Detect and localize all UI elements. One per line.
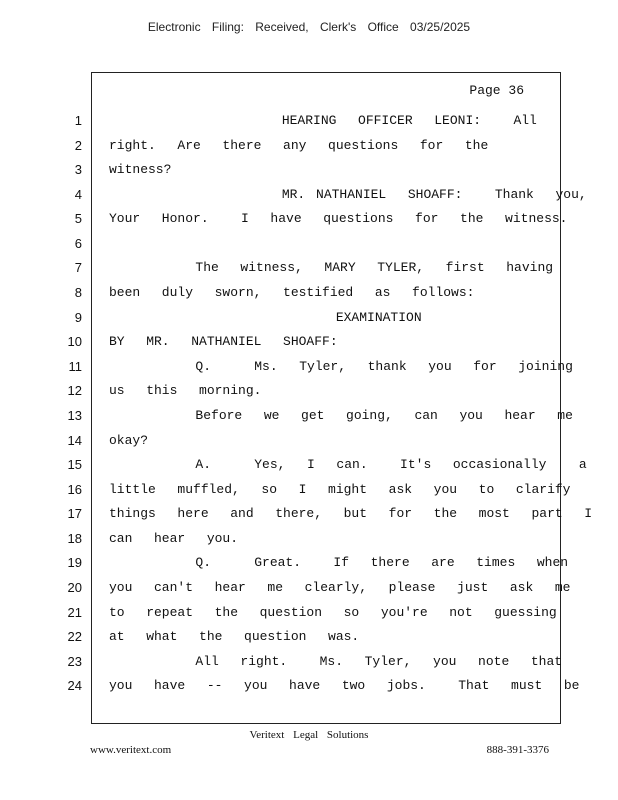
- line-number: 20: [67, 580, 82, 595]
- line-number: 18: [67, 531, 82, 546]
- footer-brand: Veritext Legal Solutions: [249, 729, 369, 741]
- page-number: Page 36: [469, 83, 524, 98]
- line-text: things here and there, but for the most part I: [109, 506, 593, 521]
- footer-phone: 888-391-3376: [486, 744, 549, 756]
- line-text: been duly sworn, testified as follows:: [109, 285, 475, 300]
- line-text: witness?: [109, 162, 172, 177]
- line-number: 10: [67, 334, 82, 349]
- line-text: Q. Ms. Tyler, thank you for joining: [109, 359, 573, 374]
- footer-url: www.veritext.com: [90, 744, 172, 756]
- line-number: 5: [74, 211, 82, 226]
- line-text: HEARING OFFICER LEONI: All: [109, 113, 537, 128]
- line-text: to repeat the question so you're not guessing: [109, 605, 557, 620]
- line-number: 19: [67, 555, 82, 570]
- line-number: 8: [74, 285, 82, 300]
- line-number: 2: [74, 138, 82, 153]
- line-text: Before we get going, can you hear me: [109, 408, 573, 423]
- line-text: little muffled, so I might ask you to clarify: [109, 482, 571, 497]
- line-text: us this morning.: [109, 383, 262, 398]
- line-number: 1: [74, 113, 82, 128]
- line-number: 16: [67, 482, 82, 497]
- line-text: All right. Ms. Tyler, you note that: [109, 654, 563, 669]
- line-number: 13: [67, 408, 82, 423]
- line-text: The witness, MARY TYLER, first having: [109, 260, 554, 275]
- line-number: 11: [68, 359, 82, 374]
- line-number: 14: [67, 433, 82, 448]
- line-text: A. Yes, I can. It's occasionally a: [109, 457, 587, 472]
- line-text: MR. NATHANIEL SHOAFF: Thank you,: [109, 187, 587, 202]
- line-text: you have -- you have two jobs. That must be: [109, 678, 580, 693]
- line-text: at what the question was.: [109, 629, 360, 644]
- line-text: EXAMINATION: [109, 310, 422, 325]
- filing-stamp-header: Electronic Filing: Received, Clerk's Office 03/25/2025: [147, 20, 471, 34]
- line-number: 21: [67, 605, 82, 620]
- line-number: 3: [74, 162, 82, 177]
- line-text: right. Are there any questions for the: [109, 138, 489, 153]
- line-text: Your Honor. I have questions for the witness.: [109, 211, 568, 226]
- line-number: 17: [67, 506, 82, 521]
- line-text: can hear you.: [109, 531, 239, 546]
- line-number: 12: [67, 383, 82, 398]
- line-number: 4: [74, 187, 82, 202]
- line-number: 22: [67, 629, 82, 644]
- line-text: you can't hear me clearly, please just ask me: [109, 580, 571, 595]
- line-number: 7: [74, 260, 82, 275]
- line-text: BY MR. NATHANIEL SHOAFF:: [109, 334, 338, 349]
- line-number: 6: [74, 236, 82, 251]
- line-number: 9: [74, 310, 82, 325]
- line-number: 24: [67, 678, 82, 693]
- line-text: okay?: [109, 433, 149, 448]
- line-number: 23: [67, 654, 82, 669]
- line-text: Q. Great. If there are times when: [109, 555, 569, 570]
- line-number: 15: [67, 457, 82, 472]
